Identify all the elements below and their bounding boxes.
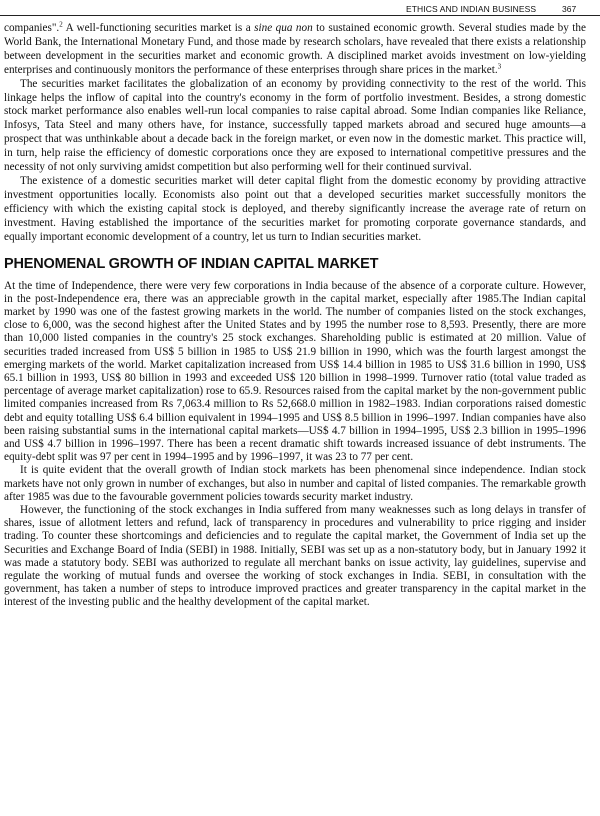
latin-phrase: sine qua non (254, 22, 313, 34)
paragraph-6: However, the functioning of the stock exchanges in India suffered from many weaknesses such as long delays in transfer of shares, issue of allotment letters and refund, lack of transparency in procedures and vulnerability to price rigging and insider trading. To counter these shortcomings and deficiencies and to regulate the capital market, the Government of India set up the Securities and Exchange Board of India (SEBI) in 1988. Initially, SEBI was set up as a non-statutory body, but in January 1992 it was made a statutory body. SEBI was authorized to regulate all merchant banks on issue activity, lay guidelines, supervise and regulate the working of mutual funds and oversee the working of stock exchanges in India. SEBI, in consultation with the government, has taken a number of steps to introduce improved practices and greater transparency in the capital market in the interest of the investing public and the healthy development of the capital market. (4, 503, 586, 609)
header-rule (0, 15, 600, 16)
section-heading: PHENOMENAL GROWTH OF INDIAN CAPITAL MARKET (4, 255, 379, 272)
paragraph-1-start: companies". (4, 22, 60, 34)
footnote-ref-2: 2 (59, 20, 63, 29)
paragraph-2: The securities market facilitates the globalization of an economy by providing connectivity to the rest of the world. This linkage helps the inflow of capital into the country's economy in the form of portfolio investment. Besides, a strong domestic stock market performance also enables well-run local companies to raise capital abroad. Some Indian companies like Reliance, Infosys, Tata Steel and many others have, for instance, successfully tapped markets abroad and secured huge amounts—a prospect that was unthinkable about a decade back in the foreign market, or even now in the domestic market. This practice will, in turn, help raise the efficiency of domestic corporations once they are exposed to international competitive pressures and the necessity of not only surviving amidst competition but also performing well for their continued survival. (4, 77, 586, 174)
paragraph-3: The existence of a domestic securities market will deter capital flight from the domestic economy by providing attractive investment opportunities locally. Economists also point out that a developed securities market successfully monitors the efficiency with which the existing capital stock is deployed, and thereby significantly increase the average rate of return on investment. Having established the importance of the securities market for promoting corporate governance standards, and equally important economic development of a country, let us turn to Indian securities market. (4, 174, 586, 243)
page-body (4, 22, 586, 610)
running-title: ETHICS AND INDIAN BUSINESS (406, 4, 537, 14)
paragraph-4: At the time of Independence, there were very few corporations in India because of the absence of a corporate culture. However, in the post-Independence era, there was an appreciable growth in the capital market, especially after 1985.The Indian capital market by 1990 was one of the fastest growing markets in the world. The number of companies listed on the stock exchanges, close to 6,000, was the second highest after the United States and by 1995 the number rose to 8,593. Presently, there are more than 10,000 listed companies in the country's 25 stock exchanges. Shareholding public is estimated at 20 million. Value of securities traded increased from US$ 5 billion in 1985 to US$ 21.9 billion in 1990, which was the fourth largest amongst the emerging markets of the world. Market capitalization increased from US$ 14.4 billion in 1985 to US$ 31.6 billion in 1990, US$ 65.1 billion in 1993, US$ 80 billion in 1993 and exceeded US$ 120 billion in 1998–1999. Turnover ratio (total value traded as percentage of average market capitalization) rose to 65.9. Resources raised from the capital market by the non-government public limited companies increased from Rs 7,063.4 million to Rs 52,668.0 million in 1982–1983. Indian corporations raised domestic debt and equity totalling US$ 6.4 billion equivalent in 1994–1995 and US$ 8.5 billion in 1996–1997. Indian companies have also been raising substantial sums in the international capital markets—US$ 4.7 billion in 1994–1995, US$ 2.3 billion in 1995–1996 and US$ 4.7 billion in 1996–1997. There has been a recent dramatic shift towards increased issuance of debt instruments. The equity-debt split was 97 per cent in 1994–1995 and by 1996–1997, it was 23 to 77 per cent. (4, 279, 586, 464)
paragraph-1-end: to sustained economic growth. Several studies made by the World Bank, the International Monetary Fund, and those made by research scholars, have revealed that there exists a relationship between development in the securities market and economic growth. A disciplined market avoids investment on low-yielding enterprises and continuously monitors the performance of these enterprises through share prices in the market. (4, 22, 586, 76)
paragraph-1 (4, 22, 586, 78)
paragraph-1-middle: A well-functioning securities market is a (62, 22, 255, 34)
running-header (0, 0, 600, 20)
paragraph-5: It is quite evident that the overall growth of Indian stock markets has been phenomenal since independence. Indian stock markets have not only grown in number of exchanges, but also in number and capital of listed companies. The remarkable growth after 1985 was due to the favourable government policies towards security market industry. (4, 464, 586, 503)
page-number: 367 (562, 4, 577, 14)
footnote-ref-3: 3 (497, 61, 502, 70)
